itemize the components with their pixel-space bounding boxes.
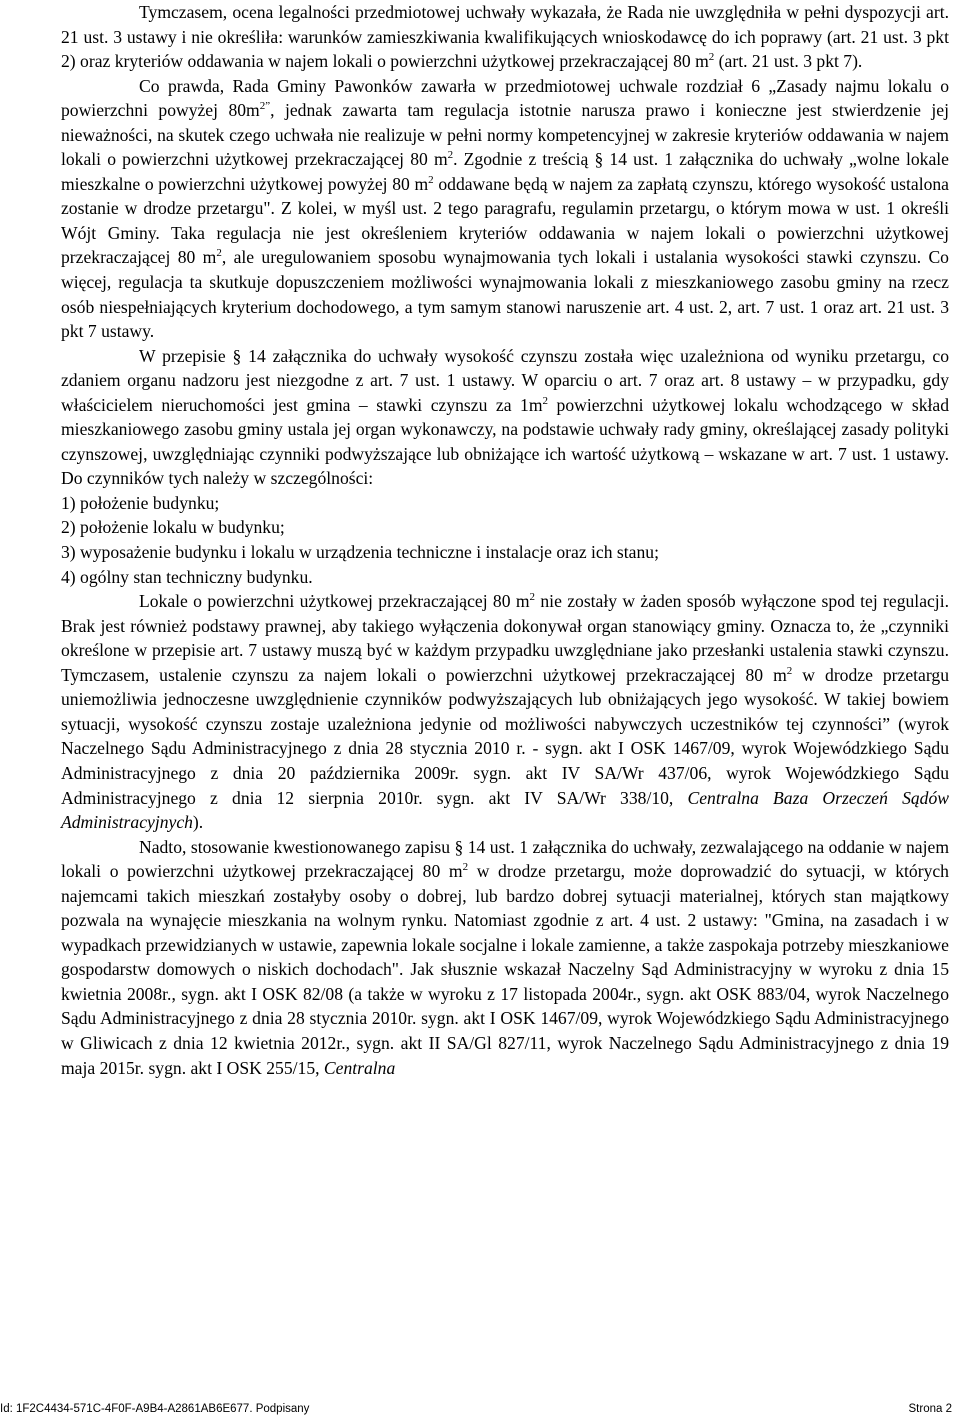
italic-text: Centralna (323, 1057, 396, 1078)
text-run: Co prawda, Rada Gminy Pawonków zawarła w przedmiotowej uchwale rozdział 6 „Zasady najmu lokalu o powierzchni powyżej 80m (61, 75, 949, 121)
text-run: oddawane będą w najem za zapłatą czynszu, którego wysokość ustalona zostanie w drodze przetargu". Z kolei, w myśl ust. 2 tego paragrafu, regulamin przetargu, o którym mowa w ust. 1 określi Wójt Gminy. Taka regulacja nie jest określeniem kryteriów oddawania w najem lokali o powierzchni użytkowej przekraczającej 80 m (61, 173, 949, 268)
text-run: 1) położenie budynku; (61, 492, 220, 513)
document-id: Id: 1F2C4434-571C-4F0F-A9B4-A2861AB6E677. Podpisany (0, 1403, 310, 1415)
page-footer (0, 1403, 952, 1415)
text-run: ). (192, 812, 204, 833)
superscript: 2” (259, 100, 271, 113)
superscript: 2 (708, 51, 715, 64)
paragraph (61, 589, 949, 834)
list-item (61, 540, 949, 565)
superscript: 2 (428, 173, 434, 186)
paragraph (61, 344, 949, 491)
text-run: w drodze przetargu, może doprowadzić do sytuacji, w których najemcami takich mieszkań zostałyby osoby o dobrej, lub bardzo dobrej sytuacji materialnej, których stan majątkowy pozwala na wynajęcie mieszkania na wolnym rynku. Natomiast zgodnie z art. 4 ust. 2 ustawy: "Gmina, na zasadach i w wypadkach przewidzianych w ustawie, zapewnia lokale socjalne i lokale zamienne, a także zaspokaja potrzeby mieszkaniowe gospodarstw domowych o niskich dochodach". Jak słusznie wskazał Naczelny Sąd Administracyjny w wyroku z dnia 15 kwietnia 2008r., sygn. akt I OSK 82/08 (a także w wyroku z 17 listopada 2004r., sygn. akt OSK 883/04, wyrok Naczelnego Sądu Administracyjnego z dnia 28 stycznia 2010r. sygn. akt I OSK 1467/09, wyrok Wojewódzkiego Sądu Administracyjnego w Gliwicach z dnia 12 kwietnia 2012r., sygn. akt II SA/Gl 827/11, wyrok Naczelnego Sądu Administracyjnego z dnia 19 maja 2015r. sygn. akt I OSK 255/15, (61, 861, 949, 1078)
text-run: powierzchni użytkowej lokalu wchodzącego w skład mieszkaniowego zasobu gminy ustala jej organ wykonawczy, na podstawie uchwały rady gminy, określającej zasady polityki czynszowej, uwzględniając czynniki podwyższające lub obniżające ich wartość użytkową – wskazane w art. 7 ust. 1 ustawy. Do czynników tych należy w szczególności: (61, 394, 949, 489)
text-run: (art. 21 ust. 3 pkt 7). (714, 51, 863, 72)
paragraph (61, 835, 949, 1080)
document-body (61, 0, 949, 1080)
superscript: 2 (786, 664, 793, 677)
superscript: 2 (216, 247, 222, 260)
text-run: nie zostały w żaden sposób wyłączone spod tej regulacji. Brak jest również podstawy prawnej, aby takiego wyłączenia dokonywał organ stanowiący gminy. Oznacza to, że „czynniki określone w przepisie art. 7 ustawy muszą być w każdym przypadku uwzględniane jako przesłanki ustalenia stawki czynszu. Tymczasem, ustalenie czynszu za najem lokali o powierzchni użytkowej przekraczającej 80 m (61, 591, 949, 685)
italic-text: Centralna Baza Orzeczeń Sądów Administracyjnych (61, 787, 949, 833)
page-number: Strona 2 (908, 1403, 952, 1415)
superscript: 2 (447, 149, 454, 162)
superscript: 2 (542, 394, 549, 407)
text-run: Tymczasem, ocena legalności przedmiotowej uchwały wykazała, że Rada nie uwzględniła w pełni dyspozycji art. 21 ust. 3 ustawy i nie określiła: warunków zamieszkiwania kwalifikujących wnioskodawcę do ich poprawy (art. 21 ust. 3 pkt 2) oraz kryteriów oddawania w najem lokali o powierzchni użytkowej przekraczającej 80 m (61, 2, 949, 72)
text-run: 4) ogólny stan techniczny budynku. (61, 566, 313, 587)
text-run: , ale uregulowaniem sposobu wynajmowania tych lokali i ustalania wysokości stawki czynszu. Co więcej, regulacja ta skutkuje dopuszczeniem możliwości wynajmowania lokali z mieszkaniowego zasobu gminy na rzecz osób niespełniających kryterium dochodowego, a tym samym stanowi naruszenie art. 4 ust. 2, art. 7 ust. 1 oraz art. 21 ust. 3 pkt 7 ustawy. (61, 247, 949, 342)
list-item (61, 491, 949, 516)
list-item (61, 565, 949, 590)
text-run: w drodze przetargu uniemożliwia jednoczesne uwzględnienie czynników podwyższających lub obniżających jego wysokość. W takiej bowiem sytuacji, wysokość czynszu zostaje uzależniona jedynie od możliwości nabywczych uczestników tej czynności” (wyrok Naczelnego Sądu Administracyjnego z dnia 28 stycznia 2010 r. - sygn. akt I OSK 1467/09, wyrok Wojewódzkiego Sądu Administracyjnego z dnia 20 października 2009r. sygn. akt IV SA/Wr 437/06, wyrok Wojewódzkiego Sądu Administracyjnego z dnia 12 sierpnia 2010r. sygn. akt IV SA/Wr 338/10, (61, 664, 949, 808)
text-run: . Zgodnie z treścią § 14 ust. 1 załącznika do uchwały „wolne lokale mieszkalne o powierzchni użytkowej powyżej 80 m (61, 149, 949, 194)
text-run: Lokale o powierzchni użytkowej przekraczającej 80 m (139, 591, 530, 612)
text-run: 2) położenie lokalu w budynku; (61, 517, 285, 538)
text-run: W przepisie § 14 załącznika do uchwały wysokość czynszu została więc uzależniona od wyniku przetargu, co zdaniem organu nadzoru jest niezgodne z art. 7 ust. 1 ustawy. W oparciu o art. 7 oraz art. 8 ustawy – w przypadku, gdy właścicielem nieruchomości jest gmina – stawki czynszu za 1m (61, 345, 949, 415)
paragraph (61, 74, 949, 344)
list-item (61, 515, 949, 540)
text-run: 3) wyposażenie budynku i lokalu w urządzenia techniczne i instalacje oraz ich stanu; (61, 542, 659, 563)
superscript: 2 (529, 591, 536, 604)
paragraph (61, 0, 949, 74)
text-run: , jednak zawarta tam regulacja istotnie narusza prawo i konieczne jest stwierdzenie jej nieważności, na skutek czego uchwała nie realizuje w pełni normy kompetencyjnej w zakresie kryteriów oddawania w najem lokali o powierzchni użytkowej przekraczającej 80 m (61, 100, 949, 170)
superscript: 2 (462, 861, 469, 874)
text-run: Nadto, stosowanie kwestionowanego zapisu § 14 ust. 1 załącznika do uchwały, zezwalającego na oddanie w najem lokali o powierzchni użytkowej przekraczającej 80 m (61, 836, 949, 882)
